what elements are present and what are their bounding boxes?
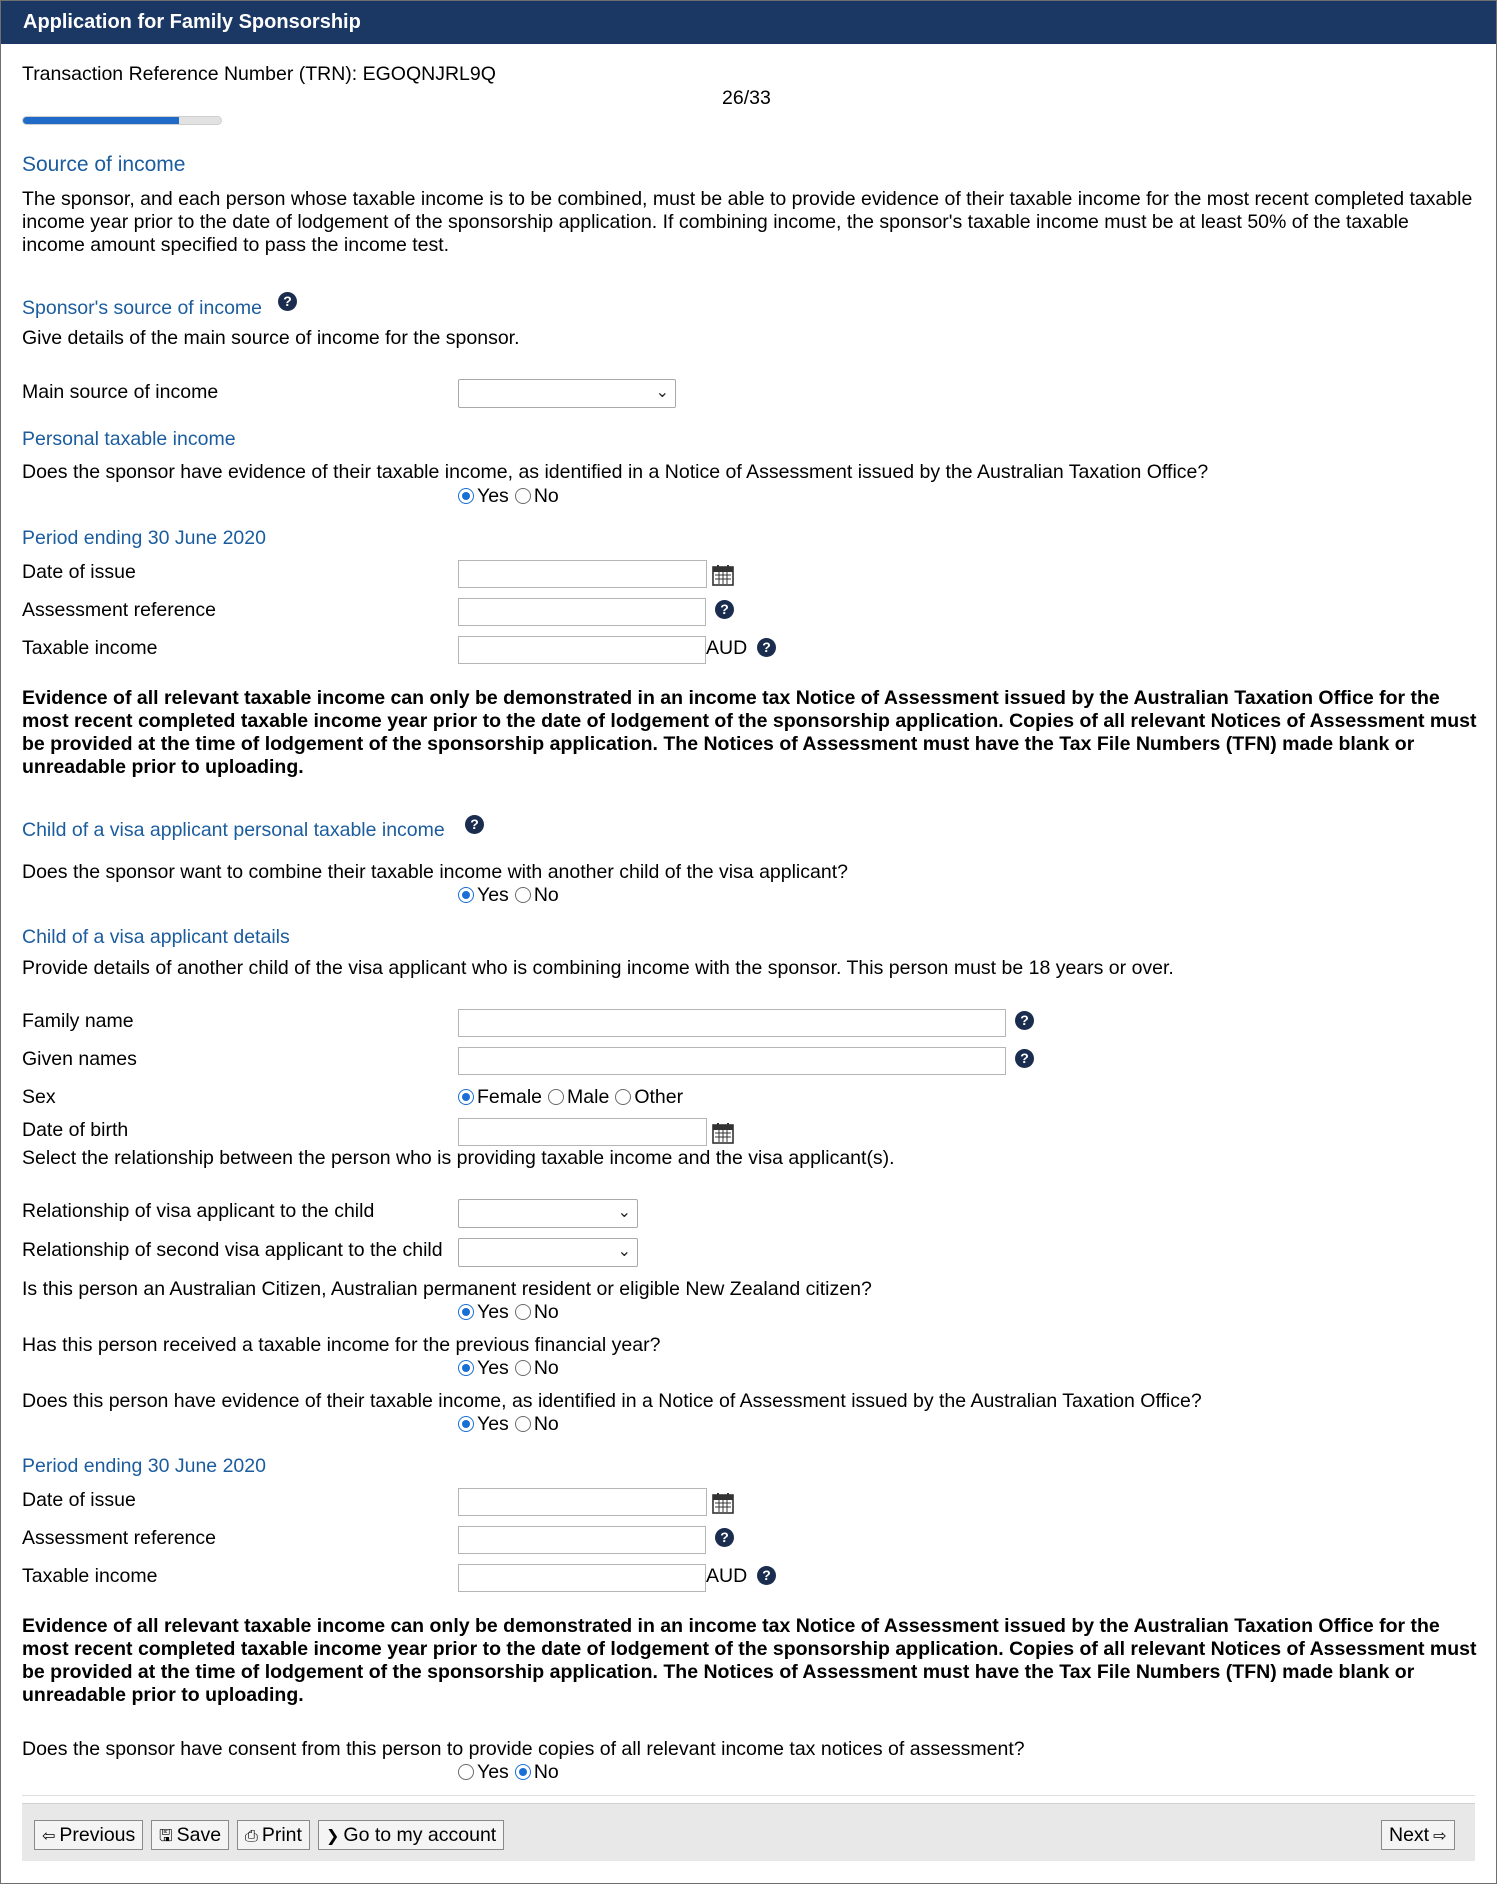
radio-no[interactable]	[515, 488, 531, 504]
print-label: Print	[261, 1824, 302, 1846]
child-income-question: Does the sponsor want to combine their taxable income with another child of the visa applicant?	[22, 861, 848, 883]
save-label: Save	[176, 1824, 222, 1846]
sponsor-income-heading: Sponsor's source of income	[22, 297, 263, 319]
radio-yes[interactable]	[458, 488, 474, 504]
radio-yes-label: Yes	[477, 1357, 509, 1379]
citizen-radio-group	[458, 1300, 565, 1324]
previous-button[interactable]	[34, 1820, 143, 1850]
currency-label: AUD	[706, 1565, 748, 1587]
save-icon: 🖫	[159, 1828, 173, 1845]
radio-no[interactable]	[515, 887, 531, 903]
evidence-radio-group	[458, 1412, 565, 1436]
taxable-income-input[interactable]	[458, 1564, 706, 1592]
help-icon[interactable]: ?	[715, 600, 734, 619]
consent-radio-group	[458, 1760, 565, 1784]
page-header: Application for Family Sponsorship	[1, 1, 1496, 44]
date-of-birth-input[interactable]	[458, 1118, 707, 1146]
income-question: Has this person received a taxable income for the previous financial year?	[22, 1334, 661, 1356]
arrow-right-icon: ⇨	[1433, 1828, 1447, 1845]
help-icon[interactable]: ?	[1015, 1049, 1034, 1068]
chevron-down-icon: ⌄	[617, 1204, 631, 1221]
radio-female[interactable]	[458, 1089, 474, 1105]
radio-no[interactable]	[515, 1304, 531, 1320]
currency-label: AUD	[706, 637, 748, 659]
relationship-2-select[interactable]	[458, 1238, 638, 1267]
trn-label: Transaction Reference Number (TRN): EGOQNJRL9Q	[22, 63, 496, 85]
calendar-icon[interactable]	[711, 1121, 735, 1145]
radio-yes-label: Yes	[477, 1301, 509, 1323]
personal-income-radio-group	[458, 484, 565, 508]
progress-bar	[22, 116, 222, 125]
help-icon[interactable]: ?	[1015, 1011, 1034, 1030]
date-of-birth-label: Date of birth	[22, 1119, 129, 1141]
assessment-reference-input[interactable]	[458, 598, 706, 626]
sponsor-income-desc: Give details of the main source of income for the sponsor.	[22, 327, 520, 349]
radio-yes[interactable]	[458, 1764, 474, 1780]
calendar-icon[interactable]	[711, 563, 735, 587]
section-intro: The sponsor, and each person whose taxable income is to be combined, must be able to provide evidence of their taxable income for the most recent completed taxable income year prior to the date of lodgement of the sponsorship application. If combining income, the sponsor's taxable income must be at least 50% of the taxable income amount specified to pass the income test.	[22, 188, 1473, 256]
radio-female-label: Female	[477, 1086, 543, 1108]
personal-income-heading: Personal taxable income	[22, 428, 236, 450]
go-to-account-button[interactable]	[318, 1820, 504, 1850]
chevron-down-icon: ⌄	[655, 384, 669, 401]
main-source-label: Main source of income	[22, 381, 219, 403]
radio-no[interactable]	[515, 1360, 531, 1376]
radio-male[interactable]	[548, 1089, 564, 1105]
family-name-label: Family name	[22, 1010, 134, 1032]
child-income-radio-group	[458, 883, 565, 907]
taxable-income-input[interactable]	[458, 636, 706, 664]
help-icon[interactable]: ?	[757, 1566, 776, 1585]
given-names-label: Given names	[22, 1048, 137, 1070]
date-of-issue-input[interactable]	[458, 560, 707, 588]
citizen-question: Is this person an Australian Citizen, Australian permanent resident or eligible New Zealand citizen?	[22, 1278, 872, 1300]
consent-question: Does the sponsor have consent from this person to provide copies of all relevant income tax notices of assessment?	[22, 1738, 1025, 1760]
assessment-reference-label: Assessment reference	[22, 599, 217, 621]
radio-other[interactable]	[615, 1089, 631, 1105]
next-label: Next	[1389, 1824, 1430, 1846]
family-name-input[interactable]	[458, 1009, 1006, 1037]
date-of-issue-input[interactable]	[458, 1488, 707, 1516]
child-income-heading: Child of a visa applicant personal taxable income	[22, 819, 445, 841]
help-icon[interactable]: ?	[715, 1528, 734, 1547]
radio-no-label: No	[533, 884, 559, 906]
help-icon[interactable]: ?	[278, 292, 297, 311]
relationship-desc: Select the relationship between the person who is providing taxable income and the visa applicant(s).	[22, 1147, 895, 1169]
radio-male-label: Male	[567, 1086, 610, 1108]
radio-yes[interactable]	[458, 1416, 474, 1432]
relationship-2-label: Relationship of second visa applicant to the child	[22, 1239, 443, 1261]
radio-no[interactable]	[515, 1764, 531, 1780]
date-of-issue-label: Date of issue	[22, 1489, 136, 1511]
taxable-income-label: Taxable income	[22, 637, 158, 659]
print-icon: ⎙	[245, 1828, 258, 1845]
relationship-1-label: Relationship of visa applicant to the child	[22, 1200, 375, 1222]
radio-no-label: No	[533, 1301, 559, 1323]
radio-yes-label: Yes	[477, 1413, 509, 1435]
help-icon[interactable]: ?	[757, 638, 776, 657]
evidence-note: Evidence of all relevant taxable income can only be demonstrated in an income tax Notice of Assessment issued by the Australian Taxation Office for the most recent completed taxable income year prior to the date of lodgement of the sponsorship application. Copies of all relevant Notices of Assessment must be provided at the time of lodgement of the sponsorship application. The Notices of Assessment must have the Tax File Numbers (TFN) made blank or unreadable prior to uploading.	[22, 1615, 1477, 1706]
assessment-reference-input[interactable]	[458, 1526, 706, 1554]
account-label: Go to my account	[343, 1824, 497, 1846]
relationship-1-select[interactable]	[458, 1199, 638, 1228]
radio-yes-label: Yes	[477, 1761, 509, 1783]
main-source-select[interactable]	[458, 379, 676, 408]
evidence-question: Does this person have evidence of their taxable income, as identified in a Notice of Assessment issued by the Australian Taxation Office?	[22, 1390, 1202, 1412]
given-names-input[interactable]	[458, 1047, 1006, 1075]
income-radio-group	[458, 1356, 565, 1380]
help-icon[interactable]: ?	[465, 815, 484, 834]
radio-yes-label: Yes	[477, 884, 509, 906]
section-title: Source of income	[22, 153, 186, 176]
save-button[interactable]	[151, 1820, 229, 1850]
radio-no-label: No	[533, 1413, 559, 1435]
arrow-left-icon: ⇦	[42, 1828, 56, 1845]
progress-fill	[23, 117, 179, 124]
radio-yes[interactable]	[458, 887, 474, 903]
print-button[interactable]	[237, 1820, 310, 1850]
period-1-heading: Period ending 30 June 2020	[22, 527, 266, 549]
radio-other-label: Other	[634, 1086, 684, 1108]
calendar-icon[interactable]	[711, 1491, 735, 1515]
radio-yes[interactable]	[458, 1304, 474, 1320]
radio-no[interactable]	[515, 1416, 531, 1432]
radio-yes[interactable]	[458, 1360, 474, 1376]
personal-income-question: Does the sponsor have evidence of their taxable income, as identified in a Notice of Assessment issued by the Australian Taxation Office?	[22, 461, 1209, 483]
chevron-right-icon: ❯	[326, 1828, 340, 1845]
chevron-down-icon: ⌄	[617, 1243, 631, 1260]
radio-yes-label: Yes	[477, 485, 509, 507]
child-details-heading: Child of a visa applicant details	[22, 926, 290, 948]
sex-radio-group	[458, 1085, 689, 1109]
radio-no-label: No	[533, 485, 559, 507]
previous-label: Previous	[59, 1824, 136, 1846]
date-of-issue-label: Date of issue	[22, 561, 136, 583]
footer-toolbar	[22, 1803, 1475, 1861]
assessment-reference-label: Assessment reference	[22, 1527, 217, 1549]
child-details-desc: Provide details of another child of the visa applicant who is combining income with the sponsor. This person must be 18 years or over.	[22, 957, 1174, 979]
period-2-heading: Period ending 30 June 2020	[22, 1455, 266, 1477]
page-counter: 26/33	[722, 87, 771, 109]
radio-no-label: No	[533, 1357, 559, 1379]
divider	[22, 1795, 1475, 1796]
radio-no-label: No	[533, 1761, 559, 1783]
next-button[interactable]	[1381, 1820, 1455, 1850]
taxable-income-label: Taxable income	[22, 1565, 158, 1587]
sex-label: Sex	[22, 1086, 56, 1108]
evidence-note: Evidence of all relevant taxable income can only be demonstrated in an income tax Notice of Assessment issued by the Australian Taxation Office for the most recent completed taxable income year prior to the date of lodgement of the sponsorship application. Copies of all relevant Notices of Assessment must be provided at the time of lodgement of the sponsorship application. The Notices of Assessment must have the Tax File Numbers (TFN) made blank or unreadable prior to uploading.	[22, 687, 1477, 778]
